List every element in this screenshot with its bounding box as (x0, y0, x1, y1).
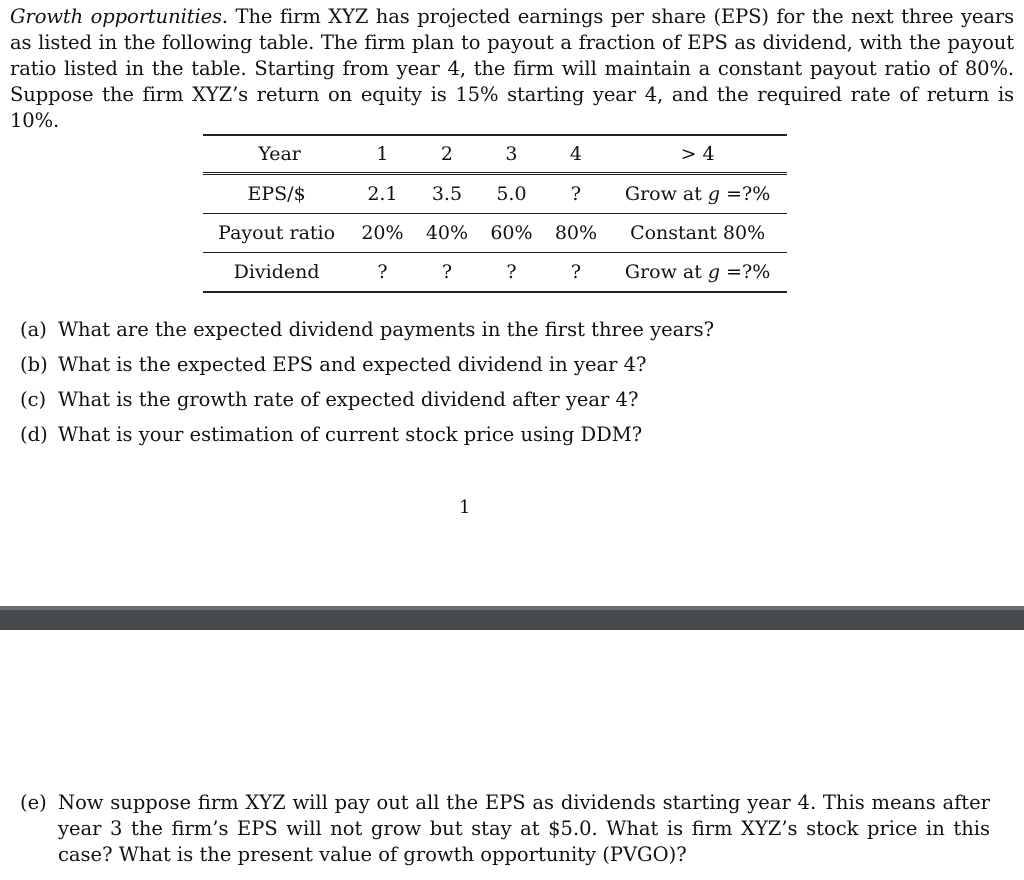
table-cell: ? (441, 261, 453, 283)
table-row (203, 174, 787, 214)
page-number: 1 (459, 497, 471, 518)
question-item (20, 417, 1010, 452)
page-divider-highlight (0, 606, 1024, 610)
cell-text: Grow at (624, 261, 708, 283)
cell-text: =?% (720, 183, 771, 205)
question-item (20, 347, 1010, 382)
table-cell (608, 253, 787, 293)
header-cell: 3 (479, 135, 544, 174)
table-cell: ? (544, 174, 609, 214)
cell-text: Grow at (624, 183, 708, 205)
question-tag: (c) (20, 388, 47, 411)
table-header-row (203, 135, 787, 174)
table-cell: ? (570, 261, 582, 283)
table-cell: 80% (544, 214, 609, 253)
table-cell: Constant 80% (608, 214, 787, 253)
table-cell: 2.1 (350, 174, 415, 214)
question-text: What is the expected EPS and expected dividend in year 4? (58, 353, 647, 376)
table-cell: ? (506, 261, 517, 283)
growth-variable: g (707, 183, 721, 205)
header-cell: 2 (415, 135, 480, 174)
row-label: Dividend (233, 261, 320, 283)
question-item (20, 312, 1010, 347)
header-cell: 4 (544, 135, 609, 174)
table-cell: 40% (415, 214, 480, 253)
header-cell: Year (203, 135, 350, 174)
question-item (20, 790, 990, 868)
question-item (20, 382, 1010, 417)
question-tag: (e) (20, 791, 47, 814)
table-cell: ? (377, 261, 388, 283)
question-text: What is the growth rate of expected dividend after year 4? (58, 388, 639, 411)
table-row (203, 214, 787, 253)
problem-statement: The firm XYZ has projected earnings per share (EPS) for the next three years as listed in the following table. The firm plan to payout a fraction of EPS as dividend, with the payout ratio listed in the table. Starting from year 4, the firm will maintain a constant payout ratio of 80%. Suppose the firm XYZ’s return on equity is 15% starting year 4, and the required rate of return is 10%. (10, 5, 1014, 132)
question-tag: (d) (20, 423, 48, 446)
question-tag: (b) (20, 353, 48, 376)
cell-text: =?% (720, 261, 771, 283)
eps-table (203, 134, 787, 293)
question-tag: (a) (20, 318, 47, 341)
question-text: What is your estimation of current stock price using DDM? (58, 423, 643, 446)
question-list (20, 312, 1010, 452)
table-cell: 20% (350, 214, 415, 253)
question-text: Now suppose firm XYZ will pay out all the EPS as dividends starting year 4. This means after year 3 the firm’s EPS will not grow but stay at $5.0. What is firm XYZ’s stock price in this case? What is the present value of growth opportunity (PVGO)? (58, 791, 990, 866)
header-cell: > 4 (608, 135, 787, 174)
question-text: What are the expected dividend payments in the first three years? (58, 318, 715, 341)
header-cell: 1 (350, 135, 415, 174)
table-cell: 3.5 (415, 174, 480, 214)
document-page-2 (20, 790, 990, 868)
page-divider (0, 606, 1024, 630)
table-cell: 60% (479, 214, 544, 253)
row-label: EPS/$ (203, 174, 350, 214)
table-row (203, 253, 787, 293)
problem-title: Growth opportunities. (10, 5, 229, 28)
row-label: Payout ratio (203, 214, 350, 253)
table-cell: 5.0 (479, 174, 544, 214)
problem-intro (10, 4, 1014, 134)
growth-variable: g (707, 261, 721, 283)
table-cell (608, 174, 787, 214)
